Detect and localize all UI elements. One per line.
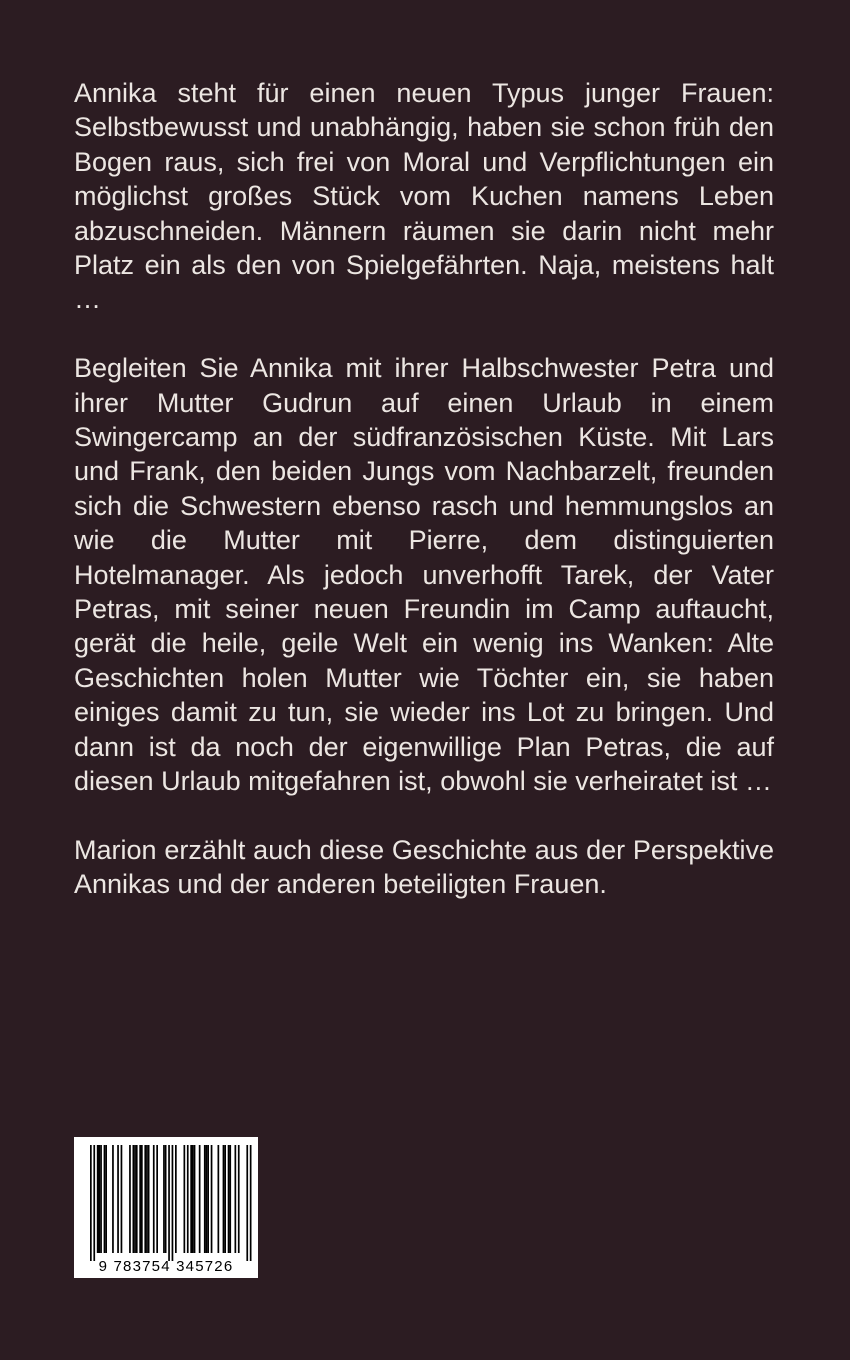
barcode-bar — [136, 1145, 138, 1253]
barcode-bar — [207, 1145, 209, 1253]
barcode-bar — [134, 1145, 136, 1253]
barcode-bar — [190, 1145, 192, 1253]
barcode-bar — [90, 1145, 92, 1261]
barcode-bar — [172, 1145, 174, 1261]
barcode-bar — [112, 1145, 114, 1253]
barcode-bar — [224, 1145, 226, 1253]
back-cover-blurb — [74, 76, 774, 936]
barcode-bar — [97, 1145, 99, 1253]
barcode-bar — [133, 1145, 135, 1253]
barcode-bar — [184, 1145, 186, 1253]
barcode-bar — [168, 1145, 170, 1261]
barcode-bar — [218, 1145, 220, 1253]
barcode-bar — [250, 1145, 252, 1261]
barcode-bar — [228, 1145, 230, 1253]
barcode-bar — [104, 1145, 106, 1253]
barcode-bar — [211, 1145, 213, 1253]
barcode-bar — [229, 1145, 231, 1253]
barcode-bar — [117, 1145, 119, 1253]
barcode-bar — [153, 1145, 155, 1253]
barcode-bar — [129, 1145, 131, 1253]
barcode-bar — [93, 1145, 95, 1261]
blurb-paragraph-plot: Begleiten Sie Annika mit ihrer Halbschwester Petra und ihrer Mutter Gudrun auf einen Urlaub in einem Swingercamp an der südfranzösischen Küste. Mit Lars und Frank, den beiden Jungs vom Nachbarzelt, freunden sich die Schwestern ebenso rasch und hemmungslos an wie die Mutter mit Pierre, dem distinguierten Hotelmanager. Als jedoch unverhofft Tarek, der Vater Petras, mit seiner neuen Freundin im Camp auftaucht, gerät die heile, geile Welt ein wenig ins Wanken: Alte Geschichten holen Mutter wie Töchter ein, sie haben einiges damit zu tun, sie wieder ins Lot zu bringen. Und dann ist da noch der eigenwillige Plan Petras, die auf diesen Urlaub mitgefahren ist, obwohl sie verheiratet ist … — [74, 353, 774, 797]
barcode-bar — [194, 1145, 196, 1253]
blurb-paragraph-intro: Annika steht für einen neuen Typus junger Frauen: Selbstbewusst und unabhängig, haben sie schon früh den Bogen raus, sich frei von Moral und Verpflichtungen ein möglichst großes Stück vom Kuchen namens Leben abzuschneiden. Männern räumen sie darin nicht mehr Platz ein als den von Spielgefährten. Naja, meistens halt … — [74, 78, 774, 315]
barcode-bar — [187, 1145, 189, 1253]
barcode-bar — [139, 1145, 141, 1253]
barcode-bar — [206, 1145, 208, 1253]
isbn-number: 9 783754 345726 — [98, 1258, 234, 1275]
barcode-bar — [163, 1145, 165, 1253]
barcode-bar — [141, 1145, 143, 1253]
isbn-barcode — [74, 1137, 258, 1278]
barcode-bars — [74, 1137, 258, 1278]
barcode-bar — [246, 1145, 248, 1261]
barcode-bar — [144, 1145, 146, 1253]
barcode-bar — [146, 1145, 148, 1253]
barcode-bar — [199, 1145, 201, 1253]
barcode-bar — [192, 1145, 194, 1253]
blurb-paragraph-author: Marion erzählt auch diese Geschichte aus der Perspektive Annikas und der anderen beteiligten Frauen. — [74, 834, 774, 900]
barcode-bar — [223, 1145, 225, 1253]
barcode-bar — [235, 1145, 237, 1253]
barcode-bar — [204, 1145, 206, 1253]
barcode-bar — [156, 1145, 158, 1253]
barcode-bar — [99, 1145, 101, 1253]
barcode-bar — [148, 1145, 150, 1253]
barcode-bar — [100, 1145, 102, 1253]
barcode-bar — [105, 1145, 107, 1253]
barcode-bar — [165, 1145, 167, 1253]
barcode-bar — [238, 1145, 240, 1253]
barcode-bar — [121, 1145, 123, 1253]
barcode-bar — [175, 1145, 177, 1253]
